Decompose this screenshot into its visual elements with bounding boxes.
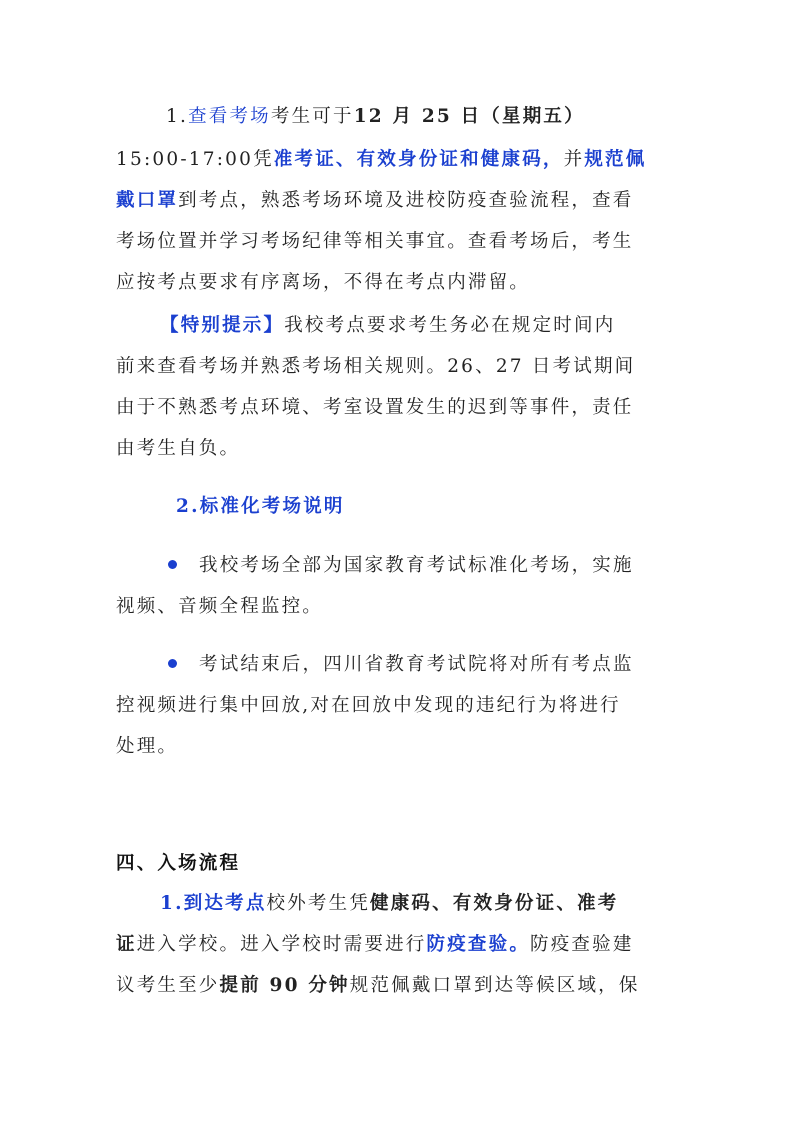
- bullet-dot-icon: [168, 560, 177, 569]
- s4-item1-title: 1.到达考点: [160, 893, 267, 914]
- bullet-dot-icon: [168, 659, 177, 668]
- notice-l4-text: 由考生自负。: [116, 438, 241, 459]
- item1-time: 15:00-17:00: [116, 149, 254, 170]
- item1-l5-text: 应按考点要求有序离场，不得在考点内滞留。: [116, 272, 531, 293]
- s4-item1-line3: [116, 973, 676, 999]
- notice-l3-text: 由于不熟悉考点环境、考室设置发生的迟到等事件，责任: [116, 397, 634, 418]
- s4-item1-l3-text: 议考生至少: [116, 975, 220, 996]
- item1-docs: 准考证、有效身份证和健康码，: [273, 149, 564, 170]
- s4-item1-docs-end: 证: [116, 934, 137, 955]
- s4-item1-line1: [160, 891, 720, 917]
- s4-item1-advance: 提前 90 分钟: [219, 975, 350, 996]
- s4-item1-l2-text: 进入学校。进入学校时需要进行: [136, 934, 427, 955]
- item1-line2: [116, 147, 676, 173]
- s4-item1-line2: [116, 932, 676, 958]
- item1-l3-text: 到考点，熟悉考场环境及进校防疫查验流程，查看: [178, 190, 634, 211]
- notice-line1: [160, 313, 720, 339]
- bullet2-line1: [168, 652, 728, 678]
- item1-l4-text: 考场位置并学习考场纪律等相关事宜。查看考场后，考生: [116, 231, 634, 252]
- item1-date: 12 月 25 日（星期五）: [353, 106, 585, 127]
- notice-l1-text: 我校考点要求考生务必在规定时间内: [284, 315, 616, 336]
- s4-item1-l1-text: 校外考生凭: [266, 893, 371, 914]
- bullet1-l2-text: 视频、音频全程监控。: [116, 596, 324, 617]
- bullet1-line1: [168, 553, 728, 579]
- bullet1-l1-text: 我校考场全部为国家教育考试标准化考场，实施: [199, 555, 634, 576]
- item1-line5: [116, 270, 676, 296]
- bullet2-line2: [116, 693, 676, 719]
- s4-item1-docs: 健康码、有效身份证、准考: [370, 893, 619, 914]
- item2-title: 2.标准化考场说明: [176, 496, 345, 517]
- bullet2-l1-text: 考试结束后，四川省教育考试院将对所有考点监: [199, 654, 634, 675]
- item1-l2-text: 凭: [253, 149, 274, 170]
- item1-mask-part1: 规范佩: [584, 149, 647, 170]
- s4-item1-l2-text2: 防疫查验建: [530, 934, 634, 955]
- notice-line3: [116, 395, 676, 421]
- item1-number: 1.: [166, 106, 189, 127]
- notice-line4: [116, 436, 676, 462]
- notice-label: 【特别提示】: [160, 315, 285, 336]
- bullet2-l3-text: 处理。: [116, 736, 179, 757]
- notice-l2-text: 前来查看考场并熟悉考场相关规则。26、27 日考试期间: [116, 356, 636, 377]
- item1-l1-text: 考生可于: [270, 106, 354, 127]
- s4-item1-check: 防疫查验。: [426, 934, 531, 955]
- notice-line2: [116, 354, 676, 380]
- bullet2-l2-text: 控视频进行集中回放,对在回放中发现的违纪行为将进行: [116, 695, 621, 716]
- bullet2-line3: [116, 734, 676, 760]
- item1-mask-part2: 戴口罩: [116, 190, 179, 211]
- s4-item1-l3-text2: 规范佩戴口罩到达等候区域，保: [349, 975, 640, 996]
- item1-line4: [116, 229, 676, 255]
- section4-heading: 四、入场流程: [116, 853, 241, 874]
- item1-l2-text2: 并: [563, 149, 585, 170]
- item1-title: 查看考场: [188, 106, 271, 127]
- item1-line1: [166, 104, 726, 130]
- item1-line3: [116, 188, 676, 214]
- bullet1-line2: [116, 594, 676, 620]
